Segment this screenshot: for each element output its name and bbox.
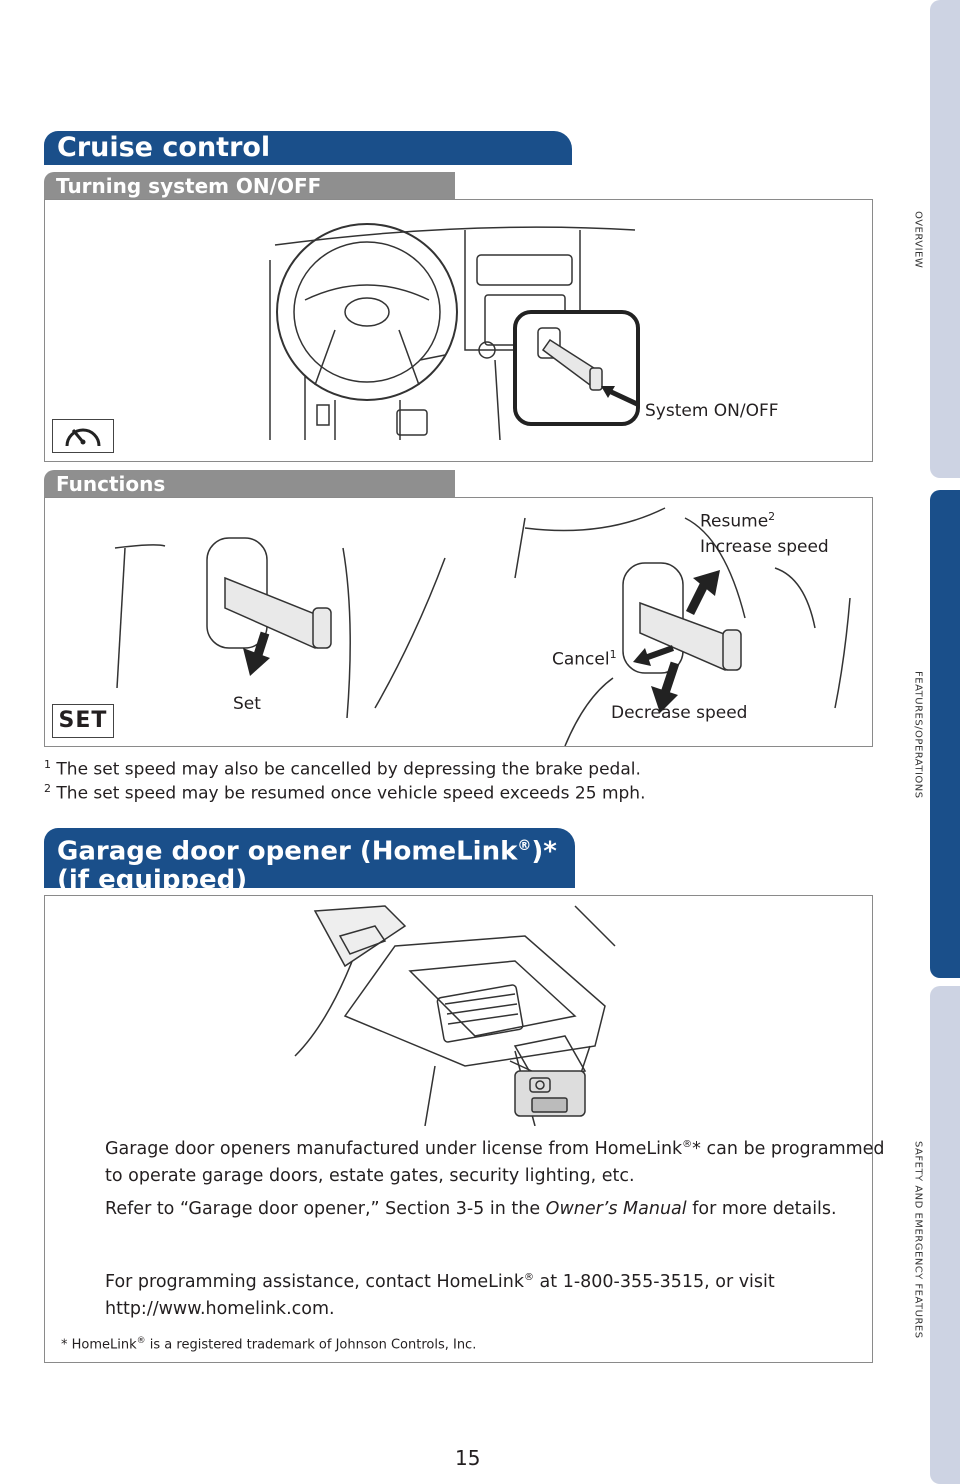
p1-text-b: * can be programmed to operate garage doors, estate gates, security lighting, etc. (105, 1138, 885, 1186)
side-tab-features[interactable] (930, 490, 960, 978)
side-label-features: FEATURES/OPERATIONS (912, 671, 924, 799)
garage-panel (44, 895, 885, 1363)
homelink-paragraph-2 (105, 1196, 895, 1223)
homelink-paragraph-3 (105, 1264, 895, 1323)
p3-text-a: For programming assistance, contact HomeLink (105, 1271, 524, 1292)
turning-system-heading: Turning system ON/OFF (44, 172, 455, 200)
trademark-note (61, 1336, 476, 1352)
garage-door-heading (44, 828, 575, 895)
p3-text-b: at 1-800-355-3515, or visit http://www.homelink.com. (105, 1271, 775, 1319)
cruise-control-title: Cruise control (57, 132, 271, 163)
footnote-1 (44, 758, 641, 780)
side-label-safety: SAFETY AND EMERGENCY FEATURES (912, 1141, 924, 1339)
speedometer-icon (53, 420, 113, 452)
p1-reg: ® (682, 1139, 693, 1150)
garage-title-reg: ® (517, 838, 532, 854)
owners-manual-ref: Owner’s Manual (545, 1199, 687, 1219)
note-reg: ® (136, 1336, 146, 1346)
garage-title-b: )* (531, 836, 557, 867)
note-text-a: * HomeLink (61, 1337, 137, 1353)
p1-text-a: Garage door openers manufactured under license from HomeLink (105, 1138, 683, 1159)
page-number: 15 (455, 1446, 481, 1470)
side-tab-overview[interactable] (930, 0, 960, 478)
side-tab-safety[interactable] (930, 986, 960, 1484)
p2-text-b: for more details. (686, 1199, 837, 1219)
set-label: Set (233, 694, 261, 714)
footnote-2 (44, 782, 646, 804)
set-icon: SET (58, 708, 108, 733)
set-indicator-box (52, 704, 114, 738)
cancel-sup: 1 (609, 648, 617, 661)
decrease-speed-label: Decrease speed (611, 703, 748, 723)
footnote-2-text: The set speed may be resumed once vehicle speed exceeds 25 mph. (51, 783, 646, 804)
footnote-1-text: The set speed may also be cancelled by depressing the brake pedal. (51, 759, 641, 780)
garage-title-line2: (if equipped) (57, 864, 248, 895)
homelink-console-illustration (45, 896, 872, 1126)
resume-label (700, 510, 775, 532)
footnote-2-num: 2 (44, 782, 51, 795)
resume-text: Resume (700, 511, 769, 532)
system-onoff-label: System ON/OFF (645, 401, 779, 421)
cruise-indicator-box (52, 419, 114, 453)
note-text-b: is a registered trademark of Johnson Controls, Inc. (145, 1337, 477, 1353)
cancel-text: Cancel (552, 649, 610, 670)
homelink-paragraph-1 (105, 1131, 895, 1190)
garage-title-a: Garage door opener (HomeLink (57, 836, 518, 867)
lever-illustration (45, 498, 872, 746)
steering-wheel-illustration (45, 200, 872, 461)
p3-reg: ® (523, 1272, 534, 1283)
side-label-overview: OVERVIEW (912, 211, 924, 269)
cruise-control-heading (44, 131, 572, 165)
p2-text-a: Refer to “Garage door opener,” Section 3-5 in the (105, 1199, 546, 1219)
functions-panel (44, 497, 873, 747)
functions-heading: Functions (44, 470, 455, 498)
system-onoff-panel (44, 199, 873, 462)
resume-sup: 2 (768, 510, 776, 523)
increase-speed-label: Increase speed (700, 537, 829, 557)
cancel-label (552, 648, 617, 670)
garage-title-line1 (57, 832, 575, 866)
footnote-1-num: 1 (44, 758, 51, 771)
